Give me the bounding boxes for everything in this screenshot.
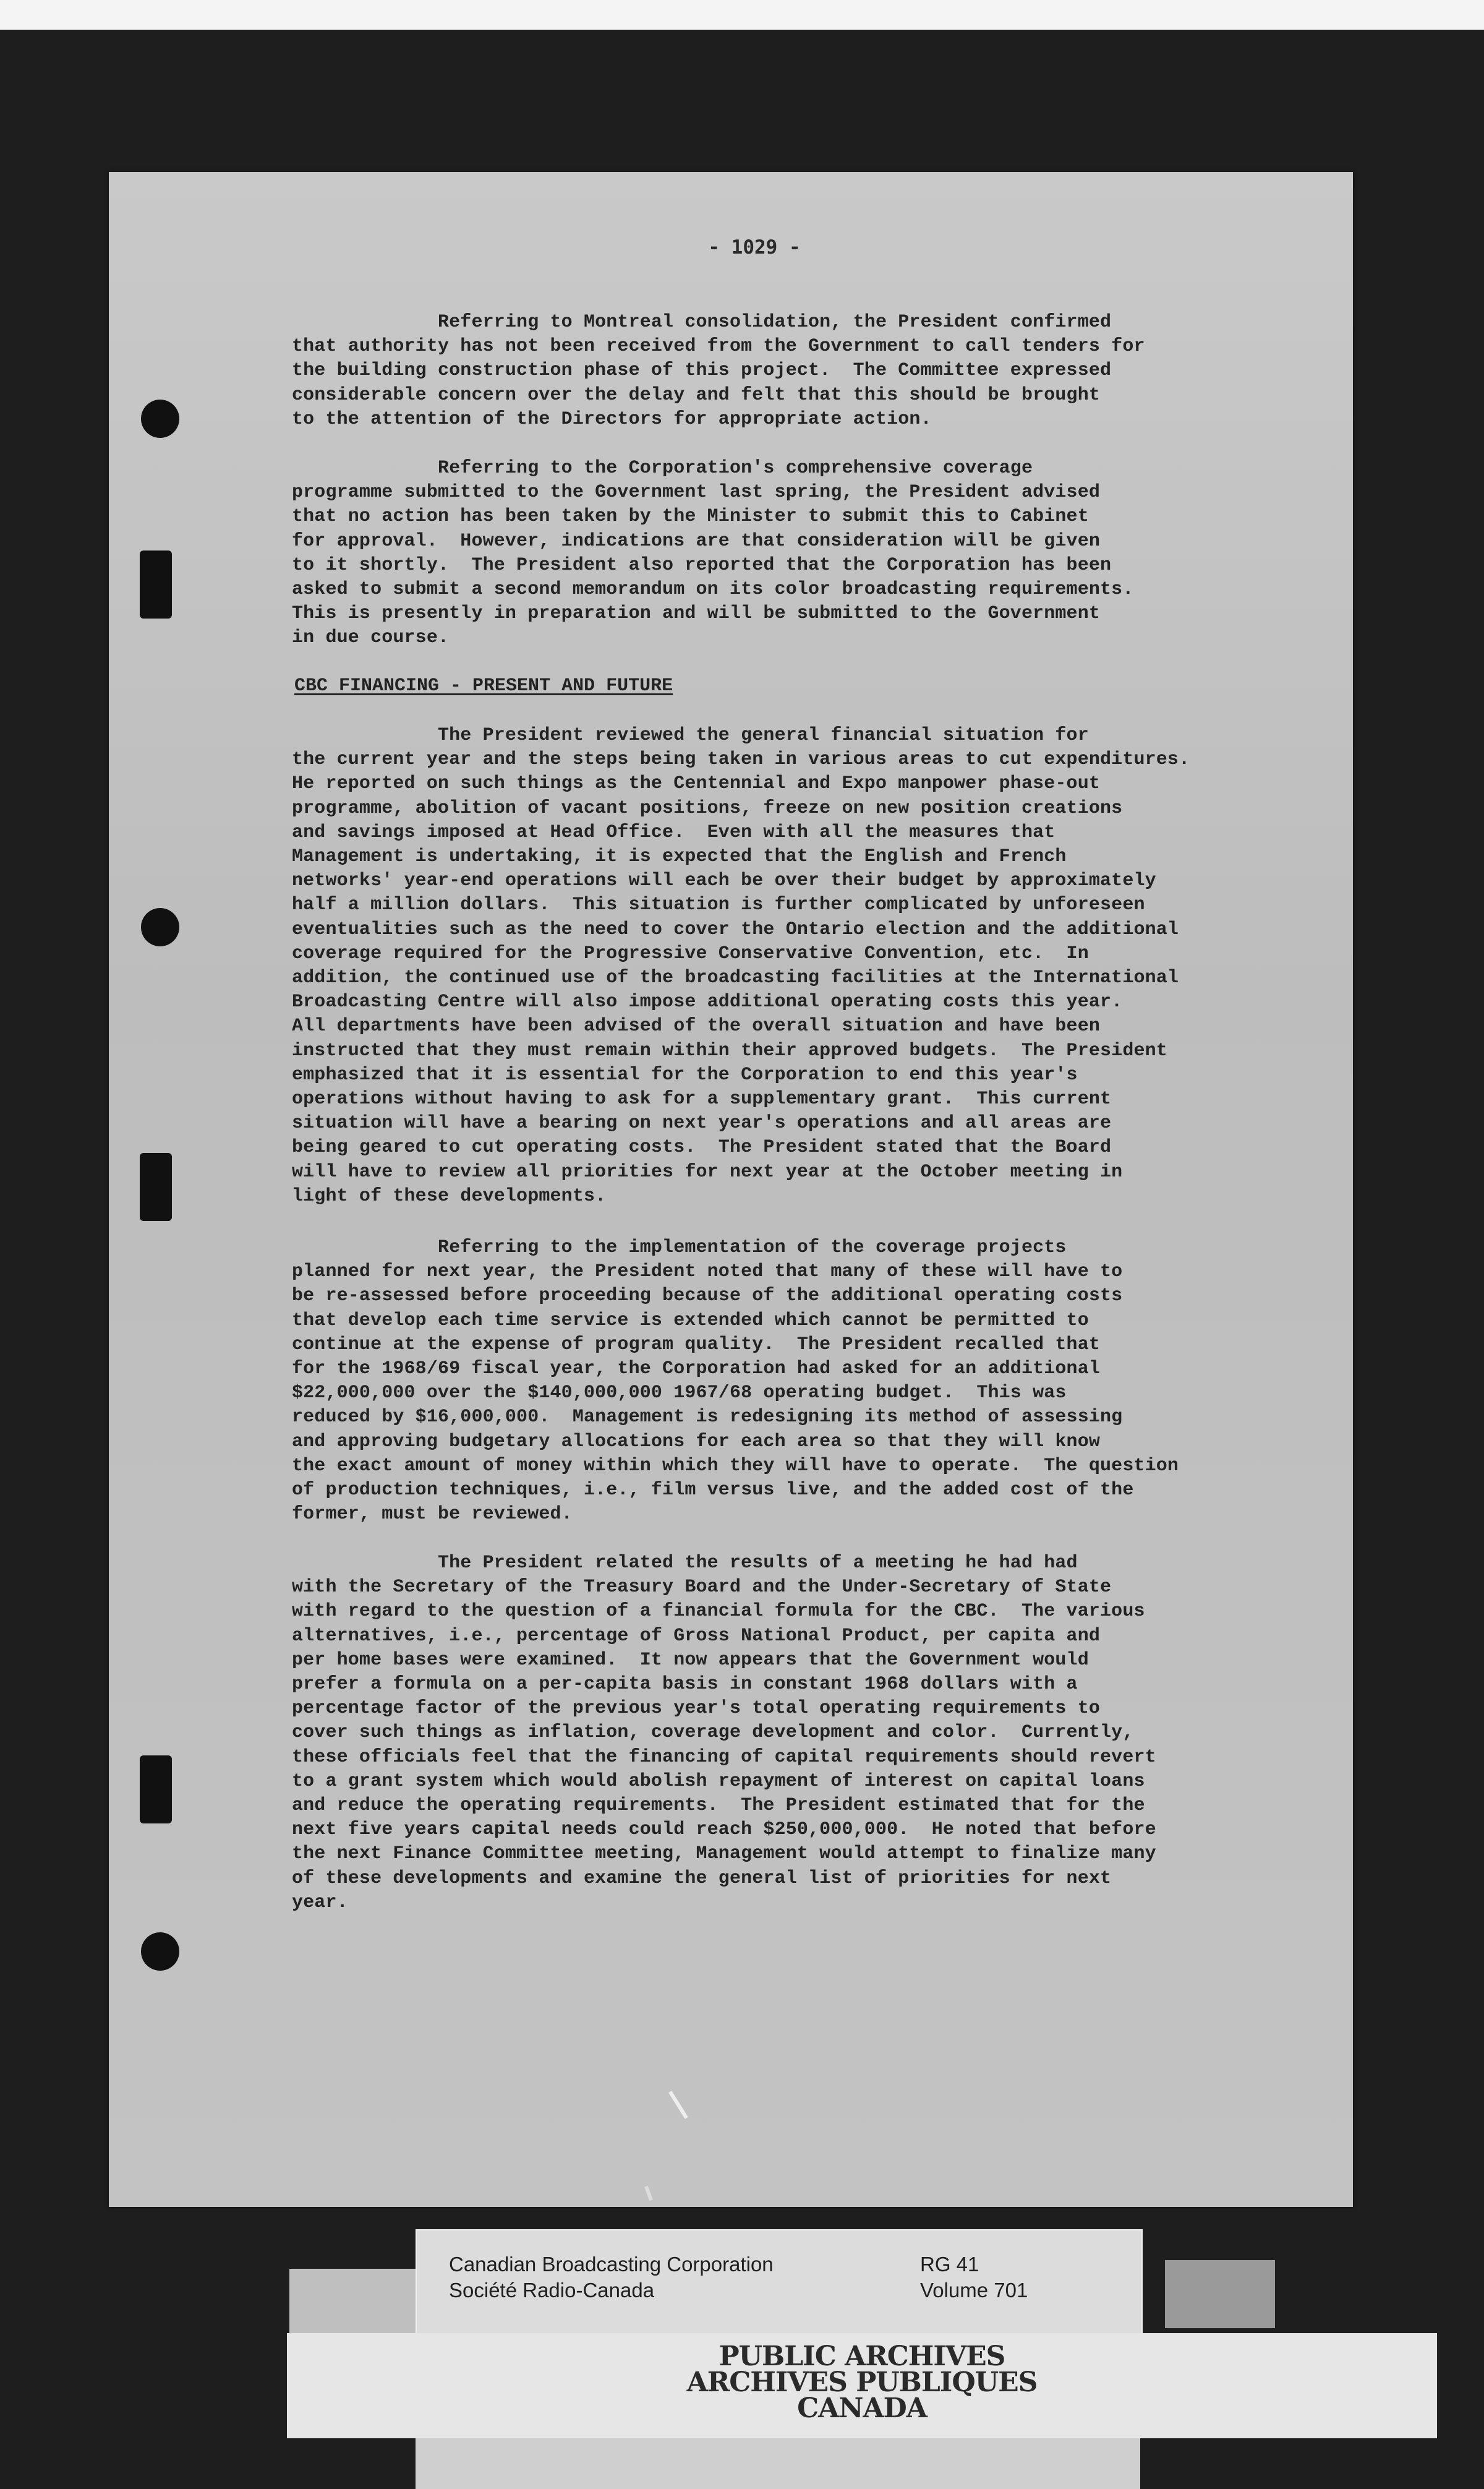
stamp-backing (416, 2438, 1140, 2489)
film-edge (0, 0, 1484, 30)
punch-hole (141, 400, 179, 438)
paragraph-coverage-programme: Referring to the Corporation's comprehensive coverage programme submitted to the Government last spring, the President advised that no action has been taken by the Minister to submit this to Cabinet for approval. However, indications are that consideration will be given to it shortly. The President also reported that the Corporation has been asked to submit a second memorandum on its color broadcasting requirements. This is presently in preparation and will be submitted to the Government in due course. (292, 458, 1134, 649)
label-backing (289, 2269, 417, 2338)
paragraph-coverage-projects: Referring to the implementation of the coverage projects planned for next year, the President noted that many of these will have to be re-assessed before proceeding because of the additional operating costs that develop each time service is extended which cannot be permitted to continue at the expense of program quality. The President recalled that for the 1968/69 fiscal year, the Corporation had asked for an additional $22,000,000 over the $140,000,000 1967/68 operating budget. This was reduced by $16,000,000. Management is redesigning its method of assessing and approving budgetary allocations for each area so that they will know the exact amount of money within which they will have to operate. The question of production techniques, i.e., film versus live, and the added cost of the former, must be reviewed. (292, 1237, 1179, 1525)
record-group: RG 41 (920, 2253, 979, 2276)
archive-label (416, 2229, 1143, 2341)
binder-slot (140, 550, 172, 619)
binder-slot (140, 1755, 172, 1823)
stamp-line-english: PUBLIC ARCHIVES (719, 2341, 1005, 2372)
paragraph-financial-situation: The President reviewed the general financial situation for the current year and the steps being taken in various areas to cut expenditures. He reported on such things as the Centennial and Expo manpower phase-out programme, abolition of vacant positions, freeze on new position creations and savings imposed at Head Office. Even with all the measures that Management is undertaking, it is expected that the English and French networks' year-end operations will each be over their budget by approximately half a million dollars. This situation is further complicated by unforeseen eventualities such as the need to cover the Ontario election and the additional coverage required for the Progressive Conservative Convention, etc. In addition, the continued use of the broadcasting facilities at the International Broadcasting Centre will also impose additional operating costs this year. All departments have been advised of the overall situation and have been instructed that they must remain within their approved budgets. The President emphasized that it is essential for the Corporation to end this year's operations without having to ask for a supplementary grant. This current situation will have a bearing on next year's operations and all areas are being geared to cut operating costs. The President stated that the Board will have to review all priorities for next year at the October meeting in light of these developments. (292, 725, 1190, 1207)
stamp-line-country: CANADA (797, 2393, 927, 2424)
paragraph-montreal-consolidation: Referring to Montreal consolidation, the President confirmed that authority has not been received from the Government to call tenders for the building construction phase of this project. The Committee expressed considerable concern over the delay and felt that this should be brought to the attention of the Directors for appropriate action. (292, 312, 1145, 430)
stamp-line-french: ARCHIVES PUBLIQUES (686, 2367, 1038, 2398)
org-name-english: Canadian Broadcasting Corporation (449, 2253, 774, 2276)
punch-hole (141, 908, 179, 946)
binder-slot (140, 1153, 172, 1221)
label-backing (1165, 2260, 1275, 2328)
volume-number: Volume 701 (920, 2279, 1028, 2302)
punch-hole (141, 1932, 179, 1971)
org-name-french: Société Radio-Canada (449, 2279, 655, 2302)
section-heading: CBC FINANCING - PRESENT AND FUTURE (294, 675, 673, 696)
page-number: - 1029 - (708, 236, 801, 259)
paragraph-financial-formula: The President related the results of a meeting he had had with the Secretary of the Treasury Board and the Under-Secretary of State with regard to the question of a financial formula for the CBC. The various alternatives, i.e., percentage of Gross National Product, per capita and per home bases were examined. It now appears that the Government would prefer a formula on a per-capita basis in constant 1968 dollars with a percentage factor of the previous year's total operating requirements to cover such things as inflation, coverage development and color. Currently, these officials feel that the financing of capital requirements should revert to a grant system which would abolish repayment of interest on capital loans and reduce the operating requirements. The President estimated that for the next five years capital needs could reach $250,000,000. He noted that before the next Finance Committee meeting, Management would attempt to finalize many of these developments and examine the general list of priorities for next year. (292, 1553, 1156, 1913)
archive-stamp (287, 2333, 1437, 2438)
